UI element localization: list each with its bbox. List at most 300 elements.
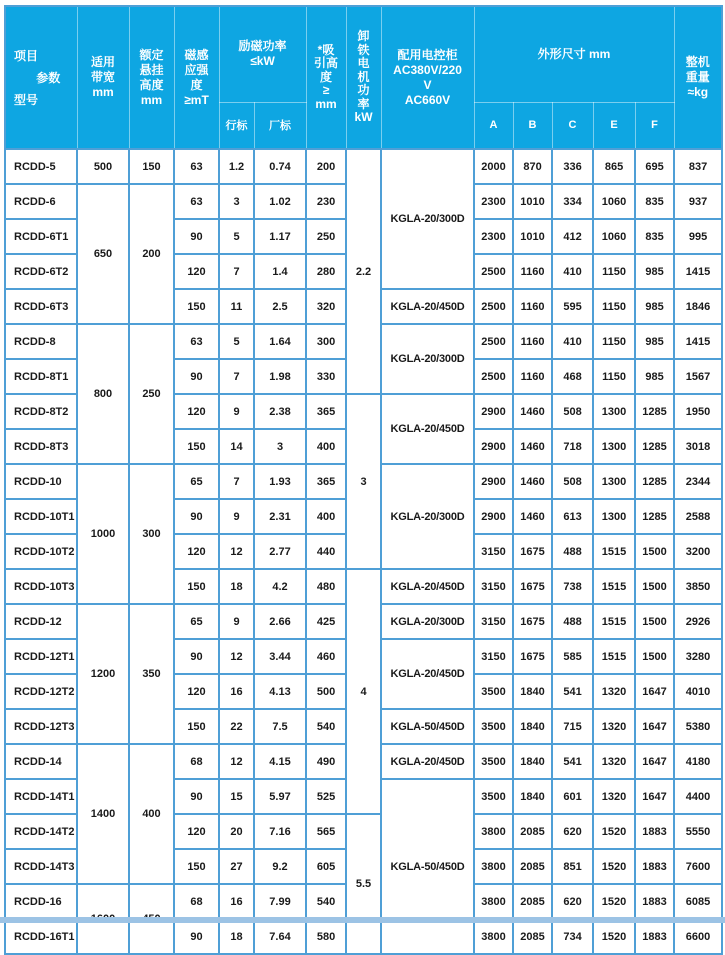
cell-attraction-height: 400 (306, 499, 346, 534)
cell-model: RCDD-10T2 (5, 534, 77, 569)
cell-dim-b: 1160 (513, 359, 552, 394)
cell-dim-c: 412 (552, 219, 593, 254)
cell-dim-e: 1150 (593, 289, 635, 324)
cell-dim-e: 1060 (593, 184, 635, 219)
header-line: 配用电控柜 (397, 47, 458, 62)
cell-dim-b: 1840 (513, 779, 552, 814)
cell-dim-b: 1160 (513, 254, 552, 289)
cell-dim-e: 1520 (593, 814, 635, 849)
cell-dim-f: 1883 (635, 919, 674, 954)
header-line: 磁感 (184, 47, 209, 62)
cell-model: RCDD-14T2 (5, 814, 77, 849)
cell-dim-a: 3800 (474, 814, 513, 849)
cell-industry-std: 16 (219, 884, 254, 919)
cell-induction: 150 (174, 569, 219, 604)
cell-dim-f: 1883 (635, 849, 674, 884)
cell-dim-a: 3150 (474, 569, 513, 604)
cell-dim-e: 1300 (593, 429, 635, 464)
cell-factory-std: 5.97 (254, 779, 306, 814)
cell-induction: 63 (174, 184, 219, 219)
cell-industry-std: 20 (219, 814, 254, 849)
cell-industry-std: 5 (219, 324, 254, 359)
corner-line: 项目 (14, 49, 39, 63)
cell-dim-b: 1460 (513, 464, 552, 499)
cell-induction: 150 (174, 289, 219, 324)
cell-dim-e: 1320 (593, 709, 635, 744)
cell-dim-a: 2900 (474, 464, 513, 499)
header-line: mm (92, 85, 114, 99)
header-line: 高度 (139, 77, 164, 92)
column-header-control-cabinet (381, 6, 474, 149)
cell-hang-height: 300 (129, 464, 174, 604)
cell-factory-std: 1.17 (254, 219, 306, 254)
cell-industry-std: 18 (219, 919, 254, 954)
cell-cabinet: KGLA-50/450D (381, 779, 474, 954)
cell-dim-c: 613 (552, 499, 593, 534)
cell-attraction-height: 250 (306, 219, 346, 254)
table-row (5, 149, 722, 184)
cell-factory-std: 7.5 (254, 709, 306, 744)
cell-dim-e: 1515 (593, 534, 635, 569)
cell-dim-b: 1460 (513, 429, 552, 464)
cell-industry-std: 7 (219, 254, 254, 289)
cell-factory-std: 2.31 (254, 499, 306, 534)
cell-dim-f: 1883 (635, 884, 674, 919)
cell-dim-a: 2500 (474, 254, 513, 289)
cell-dim-c: 508 (552, 464, 593, 499)
cell-dim-f: 985 (635, 359, 674, 394)
column-header-bandwidth (77, 6, 129, 149)
cell-induction: 90 (174, 779, 219, 814)
header-line: 铁 (357, 42, 370, 57)
cell-model: RCDD-12T1 (5, 639, 77, 674)
cell-industry-std: 12 (219, 534, 254, 569)
column-header-hang-height (129, 6, 174, 149)
cell-attraction-height: 330 (306, 359, 346, 394)
cell-dim-f: 985 (635, 324, 674, 359)
header-line: mm (315, 96, 337, 111)
cell-dim-a: 2300 (474, 184, 513, 219)
header-line: AC380V/220 (393, 62, 462, 77)
cell-industry-std: 12 (219, 639, 254, 674)
cell-model: RCDD-14T1 (5, 779, 77, 814)
cell-dim-e: 1520 (593, 919, 635, 954)
cell-induction: 120 (174, 254, 219, 289)
cell-model: RCDD-8T3 (5, 429, 77, 464)
cell-dim-c: 541 (552, 674, 593, 709)
column-subheader-industry-std: 行标 (219, 102, 254, 149)
header-line: 卸 (357, 29, 370, 44)
cell-weight: 1950 (674, 394, 722, 429)
cell-dim-f: 1883 (635, 814, 674, 849)
cell-dim-a: 3150 (474, 639, 513, 674)
cell-weight: 5380 (674, 709, 722, 744)
cell-weight: 3018 (674, 429, 722, 464)
cell-industry-std: 15 (219, 779, 254, 814)
cell-dim-a: 3500 (474, 779, 513, 814)
cell-dim-c: 410 (552, 254, 593, 289)
cell-attraction-height: 500 (306, 674, 346, 709)
cell-weight: 3280 (674, 639, 722, 674)
cell-factory-std: 1.64 (254, 324, 306, 359)
cell-weight: 2588 (674, 499, 722, 534)
cell-dim-a: 2900 (474, 499, 513, 534)
cell-dim-c: 601 (552, 779, 593, 814)
cell-factory-std: 7.64 (254, 919, 306, 954)
column-subheader-dim-e: E (593, 102, 635, 149)
cell-dim-f: 835 (635, 219, 674, 254)
cell-hang-height: 350 (129, 604, 174, 744)
cell-industry-std: 22 (219, 709, 254, 744)
rcdd-spec-table (4, 5, 723, 955)
cell-dim-a: 2300 (474, 219, 513, 254)
cell-industry-std: 9 (219, 394, 254, 429)
cell-dim-a: 2500 (474, 359, 513, 394)
cell-dim-a: 2500 (474, 289, 513, 324)
column-header-dimensions (474, 6, 674, 102)
column-header-unload-motor-power (346, 6, 381, 149)
cell-dim-a: 3800 (474, 849, 513, 884)
cell-motor-power: 2.2 (346, 149, 381, 394)
cell-attraction-height: 565 (306, 814, 346, 849)
header-line: mm (140, 92, 163, 107)
cell-weight: 837 (674, 149, 722, 184)
column-header-total-weight (674, 6, 722, 149)
cell-model: RCDD-12 (5, 604, 77, 639)
cell-industry-std: 9 (219, 499, 254, 534)
cell-model: RCDD-6T3 (5, 289, 77, 324)
cell-dim-f: 1500 (635, 604, 674, 639)
cell-industry-std: 16 (219, 674, 254, 709)
cell-cabinet: KGLA-20/450D (381, 289, 474, 324)
cell-induction: 150 (174, 429, 219, 464)
cell-dim-c: 734 (552, 919, 593, 954)
cell-dim-b: 2085 (513, 919, 552, 954)
header-line: 引高 (314, 56, 339, 71)
cell-cabinet: KGLA-20/450D (381, 744, 474, 779)
cell-attraction-height: 300 (306, 324, 346, 359)
cell-attraction-height: 605 (306, 849, 346, 884)
cell-weight: 937 (674, 184, 722, 219)
cell-dim-f: 1647 (635, 709, 674, 744)
cell-weight: 1415 (674, 324, 722, 359)
column-subheader-dim-c: C (552, 102, 593, 149)
header-line: 机 (357, 69, 370, 84)
cell-dim-f: 1500 (635, 639, 674, 674)
cell-bandwidth: 500 (77, 149, 129, 184)
cell-weight: 4010 (674, 674, 722, 709)
cell-dim-f: 835 (635, 184, 674, 219)
cell-dim-c: 738 (552, 569, 593, 604)
cell-dim-e: 1300 (593, 394, 635, 429)
cell-dim-e: 865 (593, 149, 635, 184)
cell-induction: 90 (174, 219, 219, 254)
cell-industry-std: 7 (219, 359, 254, 394)
cell-dim-f: 1285 (635, 499, 674, 534)
cell-dim-b: 2085 (513, 814, 552, 849)
cell-factory-std: 4.2 (254, 569, 306, 604)
table-corner-label (5, 6, 77, 149)
cell-dim-b: 1675 (513, 604, 552, 639)
cell-weight: 3200 (674, 534, 722, 569)
cell-dim-c: 541 (552, 744, 593, 779)
cell-industry-std: 18 (219, 569, 254, 604)
cell-weight: 6085 (674, 884, 722, 919)
cell-dim-f: 1285 (635, 394, 674, 429)
cell-dim-e: 1150 (593, 254, 635, 289)
cell-model: RCDD-5 (5, 149, 77, 184)
cell-bandwidth: 650 (77, 184, 129, 324)
cell-dim-e: 1150 (593, 324, 635, 359)
cell-dim-a: 2900 (474, 429, 513, 464)
cell-dim-c: 851 (552, 849, 593, 884)
cell-industry-std: 1.2 (219, 149, 254, 184)
column-header-induction (174, 6, 219, 149)
cell-weight: 7600 (674, 849, 722, 884)
cell-factory-std: 7.99 (254, 884, 306, 919)
cell-model: RCDD-6 (5, 184, 77, 219)
cell-factory-std: 4.15 (254, 744, 306, 779)
cell-dim-a: 3500 (474, 744, 513, 779)
cell-factory-std: 1.02 (254, 184, 306, 219)
cell-dim-e: 1515 (593, 639, 635, 674)
cell-dim-e: 1300 (593, 464, 635, 499)
header-line: kW (354, 110, 373, 125)
cell-dim-b: 1675 (513, 534, 552, 569)
cell-dim-c: 468 (552, 359, 593, 394)
cell-dim-f: 985 (635, 289, 674, 324)
cell-factory-std: 1.98 (254, 359, 306, 394)
cell-dim-f: 695 (635, 149, 674, 184)
cell-attraction-height: 230 (306, 184, 346, 219)
column-subheader-dim-f: F (635, 102, 674, 149)
cell-model: RCDD-12T2 (5, 674, 77, 709)
cell-cabinet: KGLA-20/300D (381, 149, 474, 289)
cell-dim-c: 718 (552, 429, 593, 464)
cell-dim-b: 2085 (513, 849, 552, 884)
cell-dim-b: 1010 (513, 219, 552, 254)
cell-cabinet: KGLA-20/300D (381, 464, 474, 569)
cell-dim-c: 508 (552, 394, 593, 429)
header-line: 额定 (139, 47, 164, 62)
cell-dim-b: 1675 (513, 639, 552, 674)
cell-dim-a: 3800 (474, 919, 513, 954)
cell-dim-b: 1460 (513, 499, 552, 534)
cell-dim-b: 1160 (513, 289, 552, 324)
cell-induction: 120 (174, 814, 219, 849)
cell-weight: 2926 (674, 604, 722, 639)
cell-dim-e: 1060 (593, 219, 635, 254)
cell-dim-b: 1160 (513, 324, 552, 359)
cell-dim-c: 410 (552, 324, 593, 359)
cell-hang-height: 150 (129, 149, 174, 184)
cell-dim-e: 1150 (593, 359, 635, 394)
header-line: 带宽 (90, 70, 115, 84)
cell-dim-f: 1647 (635, 744, 674, 779)
header-line: 电 (357, 56, 370, 71)
header-line: 率 (357, 96, 370, 111)
cell-weight: 4180 (674, 744, 722, 779)
cell-dim-b: 2085 (513, 884, 552, 919)
cell-bandwidth: 1200 (77, 604, 129, 744)
header-line: AC660V (404, 92, 451, 107)
column-subheader-dim-a: A (474, 102, 513, 149)
cell-dim-f: 1285 (635, 429, 674, 464)
cell-weight: 4400 (674, 779, 722, 814)
table-body (5, 149, 722, 954)
cell-factory-std: 1.93 (254, 464, 306, 499)
corner-line: 型号 (14, 93, 39, 107)
cell-weight: 1846 (674, 289, 722, 324)
header-line: 励磁功率 (238, 39, 287, 54)
cell-dim-e: 1320 (593, 744, 635, 779)
cell-model: RCDD-16T1 (5, 919, 77, 954)
cell-dim-f: 1647 (635, 674, 674, 709)
cell-dim-c: 620 (552, 884, 593, 919)
header-line: ≥mT (184, 92, 209, 107)
cell-model: RCDD-10 (5, 464, 77, 499)
cell-factory-std: 7.16 (254, 814, 306, 849)
cell-dim-c: 488 (552, 534, 593, 569)
header-line: 重量 (685, 70, 710, 84)
cell-factory-std: 3 (254, 429, 306, 464)
cell-model: RCDD-6T1 (5, 219, 77, 254)
cell-industry-std: 9 (219, 604, 254, 639)
cell-attraction-height: 365 (306, 394, 346, 429)
cell-cabinet: KGLA-20/450D (381, 569, 474, 604)
header-line: ≈kg (687, 85, 709, 99)
cell-attraction-height: 540 (306, 884, 346, 919)
cell-factory-std: 2.77 (254, 534, 306, 569)
table-header (5, 6, 722, 149)
cell-factory-std: 1.4 (254, 254, 306, 289)
cell-cabinet: KGLA-20/450D (381, 394, 474, 464)
cell-dim-e: 1520 (593, 849, 635, 884)
cell-attraction-height: 580 (306, 919, 346, 954)
cell-attraction-height: 490 (306, 744, 346, 779)
cell-dim-a: 2500 (474, 324, 513, 359)
cell-dim-f: 1500 (635, 534, 674, 569)
cell-induction: 120 (174, 534, 219, 569)
cell-factory-std: 4.13 (254, 674, 306, 709)
cell-model: RCDD-14T3 (5, 849, 77, 884)
cell-hang-height: 250 (129, 324, 174, 464)
cell-bandwidth: 800 (77, 324, 129, 464)
cell-hang-height: 200 (129, 184, 174, 324)
cell-dim-a: 3500 (474, 709, 513, 744)
cell-attraction-height: 440 (306, 534, 346, 569)
cell-attraction-height: 320 (306, 289, 346, 324)
cell-induction: 63 (174, 149, 219, 184)
cell-induction: 68 (174, 744, 219, 779)
cell-model: RCDD-6T2 (5, 254, 77, 289)
cell-model: RCDD-10T3 (5, 569, 77, 604)
cell-dim-e: 1320 (593, 779, 635, 814)
cell-factory-std: 2.38 (254, 394, 306, 429)
cell-induction: 63 (174, 324, 219, 359)
cell-dim-c: 715 (552, 709, 593, 744)
cell-industry-std: 7 (219, 464, 254, 499)
cell-induction: 120 (174, 674, 219, 709)
cell-attraction-height: 540 (306, 709, 346, 744)
cell-model: RCDD-8 (5, 324, 77, 359)
cell-industry-std: 12 (219, 744, 254, 779)
cell-industry-std: 27 (219, 849, 254, 884)
cell-induction: 90 (174, 919, 219, 954)
header-line: 功 (357, 83, 370, 98)
cell-model: RCDD-8T2 (5, 394, 77, 429)
cell-induction: 120 (174, 394, 219, 429)
cell-weight: 2344 (674, 464, 722, 499)
column-header-excitation-power (219, 6, 306, 102)
cell-bandwidth: 1400 (77, 744, 129, 884)
cell-weight: 5550 (674, 814, 722, 849)
cell-model: RCDD-14 (5, 744, 77, 779)
cell-attraction-height: 365 (306, 464, 346, 499)
cell-dim-c: 336 (552, 149, 593, 184)
cell-cabinet: KGLA-20/450D (381, 639, 474, 709)
cell-dim-b: 1010 (513, 184, 552, 219)
cell-attraction-height: 280 (306, 254, 346, 289)
cell-induction: 65 (174, 604, 219, 639)
cell-motor-power: 3 (346, 394, 381, 569)
cell-dim-e: 1515 (593, 604, 635, 639)
cell-dim-f: 1285 (635, 464, 674, 499)
cell-dim-f: 1500 (635, 569, 674, 604)
header-line: 悬挂 (139, 62, 164, 77)
cell-dim-b: 1840 (513, 674, 552, 709)
cell-weight: 6600 (674, 919, 722, 954)
cell-attraction-height: 400 (306, 429, 346, 464)
cell-dim-b: 1840 (513, 744, 552, 779)
cell-dim-a: 2000 (474, 149, 513, 184)
header-line: 整机 (685, 55, 710, 69)
cell-factory-std: 9.2 (254, 849, 306, 884)
cell-dim-e: 1300 (593, 499, 635, 534)
cell-model: RCDD-16 (5, 884, 77, 919)
cell-dim-f: 1647 (635, 779, 674, 814)
corner-line: 参数 (36, 71, 61, 85)
cell-attraction-height: 425 (306, 604, 346, 639)
cell-dim-c: 595 (552, 289, 593, 324)
cell-dim-c: 585 (552, 639, 593, 674)
header-line: 度 (190, 77, 203, 92)
header-line: 应强 (184, 62, 209, 77)
cell-induction: 90 (174, 639, 219, 674)
cell-industry-std: 3 (219, 184, 254, 219)
header-line: 外形尺寸 mm (537, 46, 611, 61)
cell-induction: 150 (174, 849, 219, 884)
header-line: 度 (320, 69, 333, 84)
cell-induction: 90 (174, 359, 219, 394)
header-line: V (423, 77, 432, 92)
cell-dim-a: 2900 (474, 394, 513, 429)
cell-factory-std: 3.44 (254, 639, 306, 674)
cell-dim-a: 3500 (474, 674, 513, 709)
cell-dim-e: 1515 (593, 569, 635, 604)
header-line: 适用 (90, 55, 115, 69)
header-line: *吸 (317, 42, 335, 57)
cell-weight: 1415 (674, 254, 722, 289)
cell-motor-power: 4 (346, 569, 381, 814)
cell-dim-a: 3800 (474, 884, 513, 919)
cell-motor-power: 5.5 (346, 814, 381, 954)
cell-hang-height: 400 (129, 744, 174, 884)
cell-model: RCDD-10T1 (5, 499, 77, 534)
cell-dim-b: 870 (513, 149, 552, 184)
cell-dim-c: 334 (552, 184, 593, 219)
cell-attraction-height: 525 (306, 779, 346, 814)
